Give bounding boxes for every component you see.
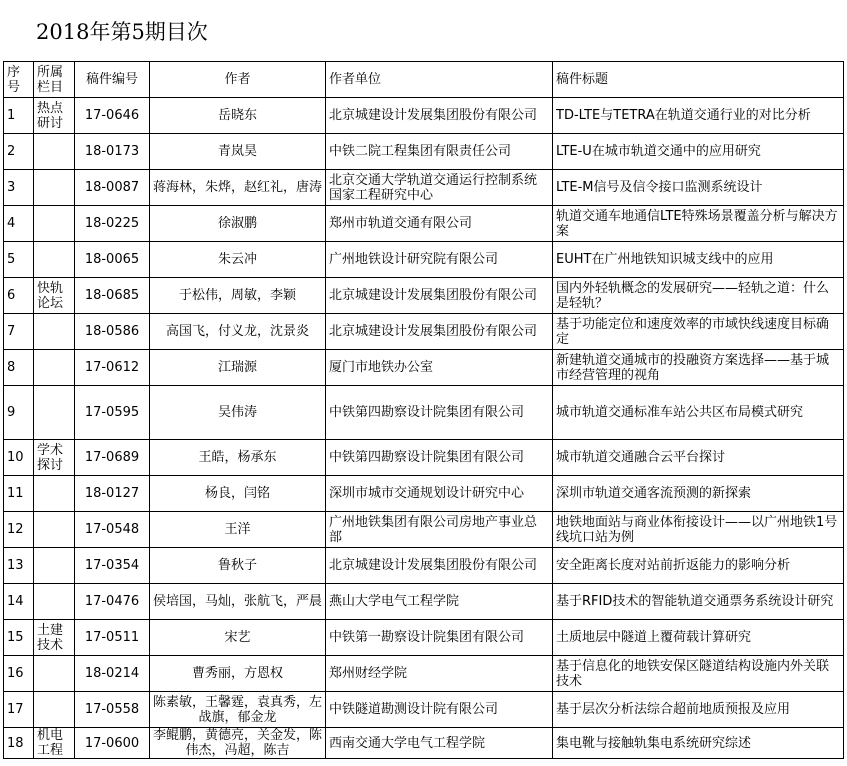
cell-author: 杨良，闫铭: [150, 476, 326, 512]
table-row: [4, 170, 844, 206]
cell-no: 1: [4, 98, 34, 134]
cell-title: 基于RFID技术的智能轨道交通票务系统设计研究: [553, 584, 844, 620]
cell-code: 18-0586: [75, 314, 150, 350]
cell-no: 18: [4, 728, 34, 759]
cell-no: 4: [4, 206, 34, 242]
table-row: [4, 728, 844, 759]
table-row: [4, 278, 844, 314]
cell-code: 18-0685: [75, 278, 150, 314]
cell-author: 岳晓东: [150, 98, 326, 134]
cell-code: 17-0511: [75, 620, 150, 656]
cell-unit: 深圳市城市交通规划设计研究中心: [326, 476, 553, 512]
cell-column: 机电工程: [34, 728, 75, 759]
cell-code: 18-0065: [75, 242, 150, 278]
cell-author: 王皓，杨承东: [150, 440, 326, 476]
cell-author: 青岚昊: [150, 134, 326, 170]
header-unit: 作者单位: [326, 62, 553, 98]
cell-unit: 郑州市轨道交通有限公司: [326, 206, 553, 242]
header-no: 序号: [4, 62, 34, 98]
cell-title: LTE-M信号及信令接口监测系统设计: [553, 170, 844, 206]
table-row: [4, 584, 844, 620]
cell-column: 热点研讨: [34, 98, 75, 134]
cell-title: 基于信息化的地铁安保区隧道结构设施内外关联技术: [553, 656, 844, 692]
table-row: [4, 620, 844, 656]
cell-no: 10: [4, 440, 34, 476]
cell-no: 8: [4, 350, 34, 386]
cell-title: LTE-U在城市轨道交通中的应用研究: [553, 134, 844, 170]
table-row: [4, 98, 844, 134]
cell-no: 9: [4, 386, 34, 440]
cell-author: 宋艺: [150, 620, 326, 656]
cell-unit: 北京城建设计发展集团股份有限公司: [326, 548, 553, 584]
cell-column: [34, 206, 75, 242]
cell-no: 2: [4, 134, 34, 170]
header-column: 所属栏目: [34, 62, 75, 98]
toc-table: [3, 61, 844, 759]
cell-unit: 广州地铁集团有限公司房地产事业总部: [326, 512, 553, 548]
cell-code: 17-0476: [75, 584, 150, 620]
cell-column: [34, 512, 75, 548]
cell-no: 17: [4, 692, 34, 728]
cell-code: 17-0689: [75, 440, 150, 476]
cell-unit: 燕山大学电气工程学院: [326, 584, 553, 620]
cell-column: 土建技术: [34, 620, 75, 656]
table-row: [4, 206, 844, 242]
cell-column: [34, 134, 75, 170]
cell-unit: 中铁二院工程集团有限责任公司: [326, 134, 553, 170]
cell-author: 朱云冲: [150, 242, 326, 278]
cell-code: 17-0612: [75, 350, 150, 386]
cell-title: 城市轨道交通标准车站公共区布局模式研究: [553, 386, 844, 440]
cell-author: 吴伟涛: [150, 386, 326, 440]
cell-title: 土质地层中隧道上覆荷载计算研究: [553, 620, 844, 656]
cell-code: 18-0214: [75, 656, 150, 692]
cell-code: 18-0173: [75, 134, 150, 170]
table-row: [4, 440, 844, 476]
cell-title: 新建轨道交通城市的投融资方案选择——基于城市经营管理的视角: [553, 350, 844, 386]
header-title: 稿件标题: [553, 62, 844, 98]
cell-no: 6: [4, 278, 34, 314]
cell-title: EUHT在广州地铁知识城支线中的应用: [553, 242, 844, 278]
cell-code: 17-0558: [75, 692, 150, 728]
cell-title: TD-LTE与TETRA在轨道交通行业的对比分析: [553, 98, 844, 134]
cell-author: 曹秀丽，方恩权: [150, 656, 326, 692]
cell-column: [34, 242, 75, 278]
cell-unit: 广州地铁设计研究院有限公司: [326, 242, 553, 278]
cell-title: 国内外轻轨概念的发展研究——轻轨之道：什么是轻轨？: [553, 278, 844, 314]
cell-column: [34, 584, 75, 620]
header-author: 作者: [150, 62, 326, 98]
cell-unit: 北京城建设计发展集团股份有限公司: [326, 278, 553, 314]
cell-author: 徐淑鹏: [150, 206, 326, 242]
cell-unit: 西南交通大学电气工程学院: [326, 728, 553, 759]
table-row: [4, 350, 844, 386]
cell-unit: 北京城建设计发展集团股份有限公司: [326, 314, 553, 350]
cell-code: 17-0600: [75, 728, 150, 759]
cell-title: 集电靴与接触轨集电系统研究综述: [553, 728, 844, 759]
cell-unit: 中铁第一勘察设计院集团有限公司: [326, 620, 553, 656]
cell-code: 17-0646: [75, 98, 150, 134]
page-title: 2018年第5期目次: [36, 20, 208, 44]
table-row: [4, 548, 844, 584]
cell-column: [34, 476, 75, 512]
cell-column: 学术探讨: [34, 440, 75, 476]
table-row: [4, 242, 844, 278]
table-row: [4, 692, 844, 728]
cell-unit: 北京交通大学轨道交通运行控制系统国家工程研究中心: [326, 170, 553, 206]
cell-unit: 中铁第四勘察设计院集团有限公司: [326, 386, 553, 440]
cell-column: [34, 314, 75, 350]
cell-author: 高国飞，付义龙，沈景炎: [150, 314, 326, 350]
cell-no: 12: [4, 512, 34, 548]
cell-no: 13: [4, 548, 34, 584]
cell-column: 快轨论坛: [34, 278, 75, 314]
table-row: [4, 476, 844, 512]
cell-column: [34, 350, 75, 386]
table-row: [4, 512, 844, 548]
cell-title: 安全距离长度对站前折返能力的影响分析: [553, 548, 844, 584]
header-row: [4, 62, 844, 98]
cell-unit: 郑州财经学院: [326, 656, 553, 692]
table-row: [4, 656, 844, 692]
cell-no: 3: [4, 170, 34, 206]
cell-author: 王洋: [150, 512, 326, 548]
cell-author: 蒋海林，朱烨，赵红礼，唐涛: [150, 170, 326, 206]
cell-code: 18-0127: [75, 476, 150, 512]
cell-code: 17-0548: [75, 512, 150, 548]
cell-author: 侯培国，马灿，张航飞，严晨: [150, 584, 326, 620]
cell-no: 15: [4, 620, 34, 656]
cell-author: 李鲲鹏，黄德亮，关金发，陈伟杰，冯超，陈吉: [150, 728, 326, 759]
table-row: [4, 314, 844, 350]
cell-no: 11: [4, 476, 34, 512]
cell-title: 地铁地面站与商业体衔接设计——以广州地铁1号线坑口站为例: [553, 512, 844, 548]
cell-column: [34, 692, 75, 728]
cell-author: 鲁秋子: [150, 548, 326, 584]
cell-unit: 中铁隧道勘测设计院有限公司: [326, 692, 553, 728]
cell-code: 18-0225: [75, 206, 150, 242]
cell-title: 城市轨道交通融合云平台探讨: [553, 440, 844, 476]
table-row: [4, 134, 844, 170]
cell-column: [34, 656, 75, 692]
cell-no: 16: [4, 656, 34, 692]
cell-no: 7: [4, 314, 34, 350]
cell-title: 深圳市轨道交通客流预测的新探索: [553, 476, 844, 512]
cell-code: 18-0087: [75, 170, 150, 206]
cell-title: 轨道交通车地通信LTE特殊场景覆盖分析与解决方案: [553, 206, 844, 242]
cell-column: [34, 548, 75, 584]
cell-code: 17-0354: [75, 548, 150, 584]
cell-author: 陈素敏，王馨霆，袁真秀，左战旗，郁金龙: [150, 692, 326, 728]
cell-code: 17-0595: [75, 386, 150, 440]
cell-no: 5: [4, 242, 34, 278]
cell-title: 基于功能定位和速度效率的市域快线速度目标确定: [553, 314, 844, 350]
cell-title: 基于层次分析法综合超前地质预报及应用: [553, 692, 844, 728]
cell-unit: 中铁第四勘察设计院集团有限公司: [326, 440, 553, 476]
header-code: 稿件编号: [75, 62, 150, 98]
cell-unit: 厦门市地铁办公室: [326, 350, 553, 386]
cell-column: [34, 170, 75, 206]
cell-no: 14: [4, 584, 34, 620]
cell-author: 江瑞源: [150, 350, 326, 386]
cell-column: [34, 386, 75, 440]
table-row: [4, 386, 844, 440]
cell-unit: 北京城建设计发展集团股份有限公司: [326, 98, 553, 134]
cell-author: 于松伟，周敏，李颖: [150, 278, 326, 314]
